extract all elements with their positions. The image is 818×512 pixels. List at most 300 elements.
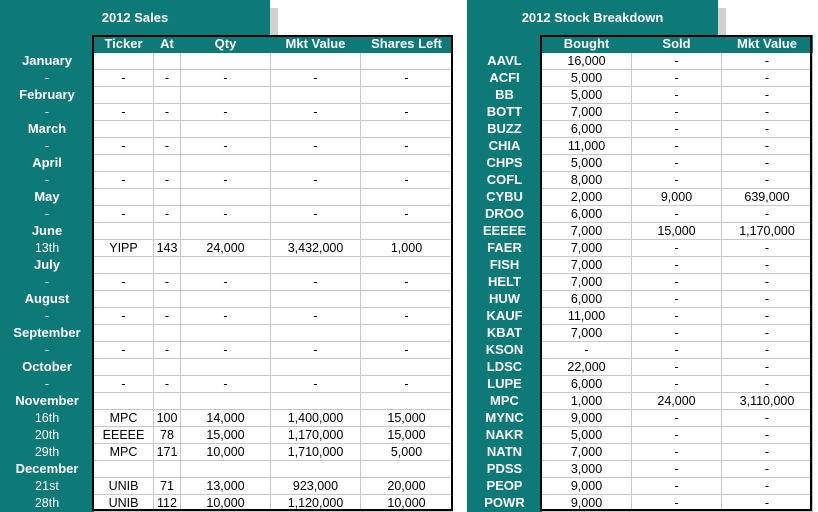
sales-cell: -	[154, 274, 181, 291]
sales-table	[0, 35, 453, 512]
stock-cell: -	[632, 104, 722, 121]
sales-cell	[154, 53, 181, 70]
sales-cell: 112	[154, 495, 181, 512]
sales-cell: 15,000	[361, 410, 453, 427]
sales-cell: 1,710,000	[271, 444, 361, 461]
ticker-label: COFL	[468, 172, 542, 189]
stock-row	[468, 121, 813, 138]
sales-cell: 923,000	[271, 478, 361, 495]
sales-cell: -	[181, 308, 271, 325]
stock-cell: 9,000	[632, 189, 722, 206]
sales-cell	[271, 155, 361, 172]
stock-cell: -	[722, 478, 813, 495]
sales-cell	[181, 325, 271, 342]
stock-cell: -	[632, 206, 722, 223]
stock-cell: -	[722, 274, 813, 291]
month-label: April	[1, 155, 94, 172]
stock-cell: -	[632, 308, 722, 325]
sales-col-header: Ticker	[94, 36, 154, 53]
sales-cell: 100	[154, 410, 181, 427]
sale-day-label: -	[1, 172, 94, 189]
sales-cell: -	[181, 342, 271, 359]
sales-cell: -	[271, 342, 361, 359]
sales-cell: -	[94, 342, 154, 359]
sales-cell: -	[94, 308, 154, 325]
sales-cell	[181, 223, 271, 240]
sales-cell: 171	[154, 444, 181, 461]
stock-cell: 7,000	[542, 444, 632, 461]
ticker-label: HELT	[468, 274, 542, 291]
stock-cell: -	[722, 155, 813, 172]
sales-col-header: At	[154, 36, 181, 53]
ticker-label: PDSS	[468, 461, 542, 478]
sales-cell: 14,000	[181, 410, 271, 427]
sales-cell: -	[271, 376, 361, 393]
sales-cell	[94, 461, 154, 478]
sales-cell	[154, 189, 181, 206]
stock-cell: -	[542, 342, 632, 359]
sales-cell	[181, 291, 271, 308]
month-label: August	[1, 291, 94, 308]
month-label: February	[1, 87, 94, 104]
stock-cell: -	[632, 53, 722, 70]
sales-cell	[154, 223, 181, 240]
sales-cell: -	[361, 138, 453, 155]
stock-header-row	[468, 36, 813, 53]
sales-cell: 3,432,000	[271, 240, 361, 257]
sale-day-label: 28th	[1, 495, 94, 512]
ticker-label: KAUF	[468, 308, 542, 325]
sales-cell	[181, 53, 271, 70]
sales-cell: 10,000	[181, 444, 271, 461]
stock-cell: -	[632, 325, 722, 342]
stock-row	[468, 257, 813, 274]
stock-row	[468, 325, 813, 342]
sales-cell	[361, 393, 453, 410]
sale-row	[1, 342, 453, 359]
sales-cell: -	[94, 70, 154, 87]
sales-cell	[154, 325, 181, 342]
sales-cell: -	[181, 172, 271, 189]
sales-cell: -	[154, 308, 181, 325]
stock-row	[468, 172, 813, 189]
sales-cell	[154, 155, 181, 172]
stock-cell: 9,000	[542, 410, 632, 427]
stock-cell: -	[722, 359, 813, 376]
stock-row	[468, 155, 813, 172]
sales-cell	[181, 257, 271, 274]
month-row	[1, 257, 453, 274]
sale-day-label: -	[1, 206, 94, 223]
sale-row	[1, 240, 453, 257]
sales-cell: -	[94, 376, 154, 393]
sales-cell	[181, 87, 271, 104]
sales-cell	[94, 155, 154, 172]
sales-cell: 1,000	[361, 240, 453, 257]
ticker-label: BOTT	[468, 104, 542, 121]
ticker-label: CHPS	[468, 155, 542, 172]
stock-cell: 16,000	[542, 53, 632, 70]
sales-cell	[361, 53, 453, 70]
ticker-label: KBAT	[468, 325, 542, 342]
sales-cell: -	[361, 342, 453, 359]
ticker-label: LDSC	[468, 359, 542, 376]
stock-table	[467, 35, 813, 512]
sale-day-label: 20th	[1, 427, 94, 444]
sales-cell: -	[361, 206, 453, 223]
stock-cell: -	[722, 87, 813, 104]
month-label: May	[1, 189, 94, 206]
month-row	[1, 189, 453, 206]
stock-cell: 9,000	[542, 478, 632, 495]
stock-col-header: Mkt Value	[722, 36, 813, 53]
sales-cell	[361, 189, 453, 206]
stock-row	[468, 410, 813, 427]
stock-cell: 5,000	[542, 155, 632, 172]
sales-cell: 13,000	[181, 478, 271, 495]
sales-col-header: Qty	[181, 36, 271, 53]
sales-cell	[361, 291, 453, 308]
stock-row	[468, 308, 813, 325]
sales-cell: -	[361, 172, 453, 189]
sale-row	[1, 308, 453, 325]
stock-cell: 22,000	[542, 359, 632, 376]
sales-cell: -	[361, 376, 453, 393]
stock-title: 2012 Stock Breakdown	[521, 10, 664, 25]
sales-cell	[94, 223, 154, 240]
stock-cell: 8,000	[542, 172, 632, 189]
stock-cell: -	[722, 257, 813, 274]
stock-cell: 6,000	[542, 206, 632, 223]
stock-cell: 6,000	[542, 121, 632, 138]
sales-cell: -	[154, 70, 181, 87]
month-label: November	[1, 393, 94, 410]
stock-cell: -	[632, 121, 722, 138]
stock-col-header: Bought	[542, 36, 632, 53]
sale-row	[1, 172, 453, 189]
stock-cell: -	[632, 172, 722, 189]
stock-cell: -	[632, 410, 722, 427]
sales-cell: -	[271, 274, 361, 291]
sales-cell	[271, 257, 361, 274]
month-row	[1, 359, 453, 376]
sales-cell	[361, 155, 453, 172]
stock-cell: -	[632, 257, 722, 274]
stock-cell: -	[722, 172, 813, 189]
month-row	[1, 393, 453, 410]
sales-cell: -	[181, 206, 271, 223]
sales-cell	[154, 87, 181, 104]
ticker-label: POWR	[468, 495, 542, 512]
sales-cell	[181, 393, 271, 410]
sales-cell: 24,000	[181, 240, 271, 257]
stock-cell: 7,000	[542, 325, 632, 342]
sales-cell	[94, 393, 154, 410]
stock-row	[468, 104, 813, 121]
sales-cell	[271, 325, 361, 342]
stock-row	[468, 87, 813, 104]
ticker-label: FISH	[468, 257, 542, 274]
sales-cell: -	[271, 70, 361, 87]
stock-cell: -	[632, 495, 722, 512]
sales-cell: MPC	[94, 444, 154, 461]
sales-cell	[271, 461, 361, 478]
ticker-label: MYNC	[468, 410, 542, 427]
sales-cell: -	[271, 206, 361, 223]
sales-cell	[361, 325, 453, 342]
ticker-label: FAER	[468, 240, 542, 257]
sales-header-corner	[1, 36, 94, 53]
stock-row	[468, 53, 813, 70]
sales-cell: -	[154, 376, 181, 393]
sales-cell	[271, 393, 361, 410]
sales-cell: -	[271, 172, 361, 189]
sales-cell: -	[94, 104, 154, 121]
ticker-label: ACFI	[468, 70, 542, 87]
stock-row	[468, 478, 813, 495]
stock-row	[468, 138, 813, 155]
stock-row	[468, 189, 813, 206]
stock-cell: -	[632, 240, 722, 257]
stock-row	[468, 427, 813, 444]
stock-cell: -	[632, 87, 722, 104]
stock-cell: -	[632, 291, 722, 308]
sales-title: 2012 Sales	[101, 10, 169, 25]
sales-cell: EEEEE	[94, 427, 154, 444]
stock-cell: 7,000	[542, 240, 632, 257]
sales-cell: 1,120,000	[271, 495, 361, 512]
sale-row	[1, 70, 453, 87]
sales-cell	[361, 87, 453, 104]
sales-cell	[94, 87, 154, 104]
sales-cell	[154, 257, 181, 274]
ticker-label: KSON	[468, 342, 542, 359]
sales-cell	[361, 121, 453, 138]
sales-cell	[271, 189, 361, 206]
stock-cell: 6,000	[542, 376, 632, 393]
stock-cell: 9,000	[542, 495, 632, 512]
month-row	[1, 87, 453, 104]
sales-cell: UNIB	[94, 478, 154, 495]
stock-cell: 7,000	[542, 223, 632, 240]
stock-cell: -	[632, 138, 722, 155]
sales-cell	[154, 461, 181, 478]
sales-cell	[361, 461, 453, 478]
month-row	[1, 223, 453, 240]
stock-col-header: Sold	[632, 36, 722, 53]
stock-cell: -	[722, 121, 813, 138]
month-label: June	[1, 223, 94, 240]
sale-day-label: -	[1, 274, 94, 291]
ticker-label: HUW	[468, 291, 542, 308]
sale-day-label: -	[1, 308, 94, 325]
stock-row	[468, 495, 813, 512]
sales-cell: -	[94, 138, 154, 155]
ticker-label: DROO	[468, 206, 542, 223]
stock-cell: 15,000	[632, 223, 722, 240]
stock-row	[468, 376, 813, 393]
stock-cell: -	[722, 376, 813, 393]
sale-day-label: -	[1, 376, 94, 393]
sales-cell: 5,000	[361, 444, 453, 461]
stock-row	[468, 274, 813, 291]
ticker-label: CHIA	[468, 138, 542, 155]
sales-cell: -	[154, 206, 181, 223]
sales-cell	[94, 325, 154, 342]
sale-row	[1, 138, 453, 155]
sales-cell	[361, 223, 453, 240]
sale-day-label: 13th	[1, 240, 94, 257]
month-row	[1, 461, 453, 478]
stock-cell: 1,170,000	[722, 223, 813, 240]
sale-row	[1, 104, 453, 121]
sales-cell: 20,000	[361, 478, 453, 495]
stock-cell: 7,000	[542, 104, 632, 121]
sales-cell: UNIB	[94, 495, 154, 512]
stock-row	[468, 393, 813, 410]
sale-day-label: -	[1, 70, 94, 87]
ticker-label: EEEEE	[468, 223, 542, 240]
stock-row	[468, 359, 813, 376]
sale-row	[1, 427, 453, 444]
sales-cell: -	[361, 70, 453, 87]
sales-cell: MPC	[94, 410, 154, 427]
stock-cell: -	[722, 495, 813, 512]
sales-cell: 1,400,000	[271, 410, 361, 427]
stock-cell: -	[632, 376, 722, 393]
stock-panel-shadow	[718, 8, 726, 36]
stock-cell: 7,000	[542, 257, 632, 274]
sales-cell	[154, 393, 181, 410]
sales-cell: -	[271, 104, 361, 121]
sales-cell: -	[361, 104, 453, 121]
stock-cell: -	[722, 342, 813, 359]
sales-cell: -	[361, 308, 453, 325]
sale-day-label: -	[1, 138, 94, 155]
month-label: December	[1, 461, 94, 478]
sale-day-label: 29th	[1, 444, 94, 461]
stock-cell: -	[632, 342, 722, 359]
sales-cell	[154, 291, 181, 308]
stock-cell: 639,000	[722, 189, 813, 206]
sales-cell: -	[154, 138, 181, 155]
ticker-label: BUZZ	[468, 121, 542, 138]
sales-cell	[271, 223, 361, 240]
sale-day-label: 21st	[1, 478, 94, 495]
stock-row	[468, 240, 813, 257]
ticker-label: NAKR	[468, 427, 542, 444]
stock-cell: -	[632, 427, 722, 444]
month-label: October	[1, 359, 94, 376]
month-row	[1, 325, 453, 342]
stock-row	[468, 461, 813, 478]
sales-cell	[181, 189, 271, 206]
stock-cell: -	[632, 274, 722, 291]
stock-row	[468, 342, 813, 359]
month-row	[1, 53, 453, 70]
sales-cell: -	[94, 206, 154, 223]
stock-cell: -	[722, 308, 813, 325]
stock-cell: -	[722, 461, 813, 478]
sale-row	[1, 495, 453, 512]
sales-cell: 71	[154, 478, 181, 495]
sales-cell: 10,000	[361, 495, 453, 512]
sales-cell: 1,170,000	[271, 427, 361, 444]
stock-row	[468, 291, 813, 308]
month-label: July	[1, 257, 94, 274]
stock-cell: -	[632, 359, 722, 376]
stock-cell: 6,000	[542, 291, 632, 308]
sales-cell	[181, 359, 271, 376]
sales-cell: -	[181, 104, 271, 121]
sales-cell: YIPP	[94, 240, 154, 257]
sale-day-label: -	[1, 342, 94, 359]
sales-cell: -	[181, 376, 271, 393]
stock-cell: 2,000	[542, 189, 632, 206]
stock-cell: -	[632, 461, 722, 478]
stock-cell: -	[722, 53, 813, 70]
stock-cell: -	[632, 478, 722, 495]
sales-cell: -	[94, 172, 154, 189]
ticker-label: AAVL	[468, 53, 542, 70]
stock-cell: 3,000	[542, 461, 632, 478]
stock-cell: 24,000	[632, 393, 722, 410]
stock-cell: 1,000	[542, 393, 632, 410]
sales-cell	[94, 189, 154, 206]
stock-cell: 5,000	[542, 87, 632, 104]
stock-cell: 11,000	[542, 138, 632, 155]
stock-cell: -	[722, 291, 813, 308]
sales-panel-shadow	[270, 8, 278, 36]
sale-day-label: -	[1, 104, 94, 121]
stock-header-corner	[468, 36, 542, 53]
month-row	[1, 155, 453, 172]
ticker-label: MPC	[468, 393, 542, 410]
sales-cell	[271, 53, 361, 70]
month-row	[1, 291, 453, 308]
sales-cell	[181, 155, 271, 172]
sales-cell: -	[271, 308, 361, 325]
sale-row	[1, 274, 453, 291]
sales-cell	[361, 257, 453, 274]
sales-cell	[154, 121, 181, 138]
sales-cell: -	[361, 274, 453, 291]
month-row	[1, 121, 453, 138]
sale-day-label: 16th	[1, 410, 94, 427]
sales-cell: 143	[154, 240, 181, 257]
sales-cell: -	[181, 138, 271, 155]
sales-cell: -	[181, 274, 271, 291]
stock-cell: -	[632, 444, 722, 461]
stock-cell: -	[632, 70, 722, 87]
sales-cell	[94, 359, 154, 376]
month-label: September	[1, 325, 94, 342]
stock-cell: -	[722, 444, 813, 461]
sales-cell	[271, 121, 361, 138]
sale-row	[1, 478, 453, 495]
stock-cell: -	[722, 104, 813, 121]
month-label: January	[1, 53, 94, 70]
sales-cell: 10,000	[181, 495, 271, 512]
sales-cell	[94, 291, 154, 308]
sale-row	[1, 444, 453, 461]
stock-cell: 5,000	[542, 427, 632, 444]
sales-cell	[361, 359, 453, 376]
stock-cell: 11,000	[542, 308, 632, 325]
sales-cell	[154, 359, 181, 376]
sales-col-header: Mkt Value	[271, 36, 361, 53]
sales-cell	[181, 121, 271, 138]
